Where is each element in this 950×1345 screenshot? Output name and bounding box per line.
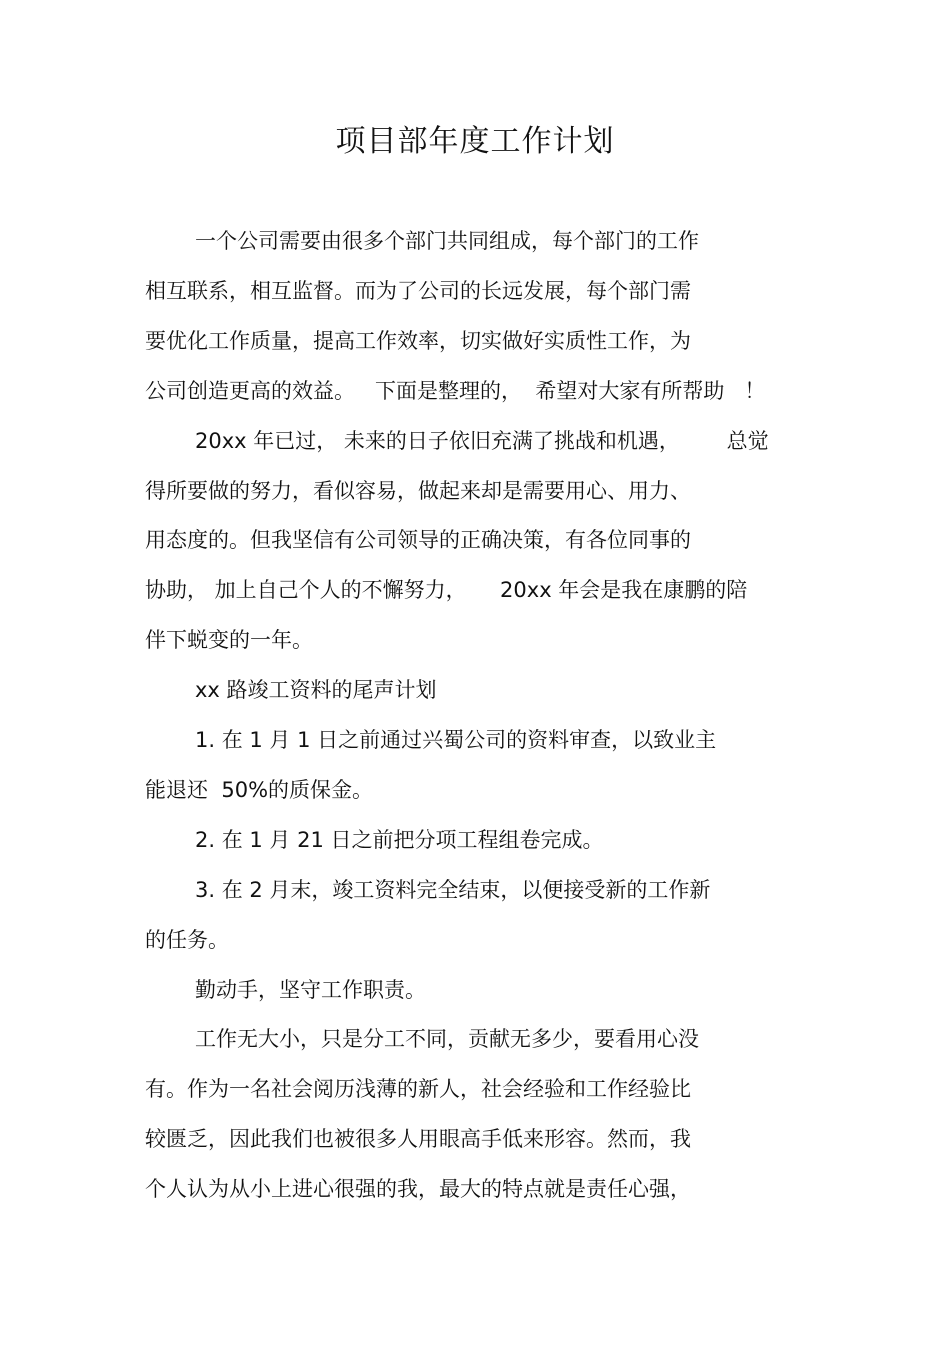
paragraph-line: 得所要做的努力，看似容易，做起来却是需要用心、用力、 [145,479,691,503]
list-item: 1. 在 1 月 1 日之前通过兴蜀公司的资料审查，以致业主 [195,728,717,752]
paragraph-line: 要优化工作质量，提高工作效率，切实做好实质性工作，为 [145,329,691,353]
list-item-continuation: 的任务。 [145,928,229,952]
section-heading: 勤动手，坚守工作职责。 [195,978,426,1002]
section-heading: xx 路竣工资料的尾声计划 [195,678,437,702]
paragraph-line: 个人认为从小上进心很强的我，最大的特点就是责任心强， [145,1177,691,1201]
paragraph-line: 较匮乏，因此我们也被很多人用眼高手低来形容。然而，我 [145,1127,691,1151]
paragraph-line: 相互联系，相互监督。而为了公司的长远发展，每个部门需 [145,279,691,303]
paragraph-line: 20xx 年已过， 未来的日子依旧充满了挑战和机遇， 总觉 [195,429,769,453]
paragraph-line: 用态度的。但我坚信有公司领导的正确决策，有各位同事的 [145,528,691,552]
paragraph-line: 伴下蜕变的一年。 [145,628,313,652]
paragraph-line: 公司创造更高的效益。 下面是整理的， 希望对大家有所帮助 ！ [145,379,766,403]
document-title: 项目部年度工作计划 [335,124,615,159]
paragraph-line: 协助， 加上自己个人的不懈努力， 20xx 年会是我在康鹏的陪 [145,578,748,602]
list-item: 2. 在 1 月 21 日之前把分项工程组卷完成。 [195,828,604,852]
list-item: 3. 在 2 月末，竣工资料完全结束，以便接受新的工作新 [195,878,711,902]
paragraph-line: 有。作为一名社会阅历浅薄的新人，社会经验和工作经验比 [145,1077,691,1101]
list-item-continuation: 能退还 50%的质保金。 [145,778,374,802]
paragraph-line: 一个公司需要由很多个部门共同组成，每个部门的工作 [195,229,699,253]
paragraph-line: 工作无大小，只是分工不同，贡献无多少，要看用心没 [195,1027,699,1051]
